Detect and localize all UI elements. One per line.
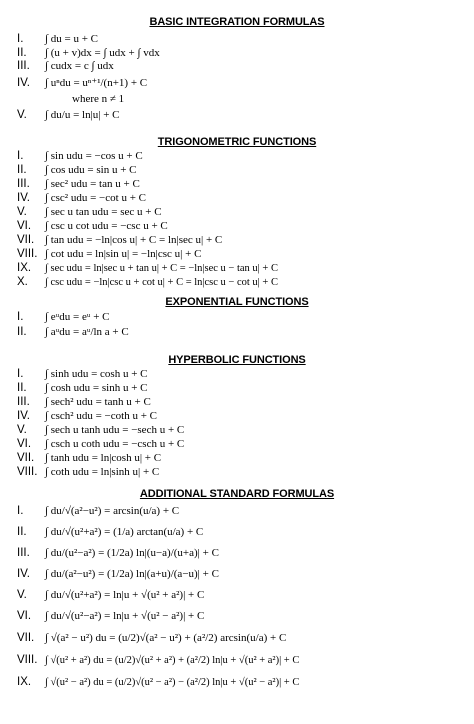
formula-number: I. [17,368,24,380]
formula-expression: ∫ du/u = ln|u| + C [45,109,120,121]
formula-expression: ∫ √(u² + a²) du = (u/2)√(u² + a²) + (a²/2) ln|u + √(u² + a²)| + C [45,655,300,666]
formula-number: VII. [17,234,35,246]
section-title-exponential: EXPONENTIAL FUNCTIONS [165,296,309,308]
formula-number: V. [17,424,27,436]
formula-expression: ∫ uⁿdu = uⁿ⁺¹/(n+1) + C [45,77,148,89]
formula-expression: ∫ cot udu = ln|sin u| = −ln|csc u| + C [45,248,202,260]
formula-expression: ∫ du/(a²−u²) = (1/2a) ln|(a+u)/(a−u)| + C [45,568,219,580]
section-title-additional: ADDITIONAL STANDARD FORMULAS [139,488,335,500]
formula-expression: ∫ sech² udu = tanh u + C [45,396,151,408]
formula-number: II. [17,526,27,538]
formula-number: V. [17,206,27,218]
formula-expression: ∫ sinh udu = cosh u + C [45,368,148,380]
formula-expression: ∫ eᵘdu = eᵘ + C [45,311,110,323]
formula-expression: ∫ csc udu = −ln|csc u + cot u| + C = ln|csc u − cot u| + C [45,277,278,288]
formula-number: VII. [17,452,35,464]
formula-expression: ∫ du/√(u²+a²) = ln|u + √(u² + a²)| + C [45,589,205,601]
formula-expression: ∫ cudx = c ∫ udx [45,60,114,72]
formula-number: V. [17,109,27,121]
formula-expression: ∫ csc u cot udu = −csc u + C [45,220,168,232]
formula-number: V. [17,589,27,601]
formula-expression: ∫ sin udu = −cos u + C [45,150,143,162]
formula-number: I. [17,33,24,45]
formula-expression: ∫ sech u tanh udu = −sech u + C [45,424,185,436]
formula-number: X. [17,276,28,288]
section-title-hyperbolic: HYPERBOLIC FUNCTIONS [168,354,306,366]
section-title-trigonometric: TRIGONOMETRIC FUNCTIONS [157,136,317,148]
formula-expression: ∫ du = u + C [45,33,99,45]
formula-number: IV. [17,192,31,204]
formula-expression: ∫ tanh udu = ln|cosh u| + C [45,452,162,464]
formula-expression: ∫ sec² udu = tan u + C [45,178,140,190]
formula-expression: ∫ tan udu = −ln|cos u| + C = ln|sec u| + C [45,234,223,246]
formula-expression: ∫ csch² udu = −coth u + C [45,410,157,422]
formula-number: II. [17,164,27,176]
formula-expression: ∫ (u + v)dx = ∫ udx + ∫ vdx [45,47,160,59]
formula-expression: ∫ √(a² − u²) du = (u/2)√(a² − u²) + (a²/2) arcsin(u/a) + C [45,632,287,644]
formula-number: VIII. [17,248,38,260]
formula-number: I. [17,150,24,162]
formula-number: II. [17,382,27,394]
formula-expression: ∫ du/√(a²−u²) = arcsin(u/a) + C [45,505,180,517]
formula-number: III. [17,178,30,190]
formula-number: IV. [17,410,31,422]
formula-expression: ∫ aᵘdu = aᵘ/ln a + C [45,326,129,338]
formula-expression: ∫ du/√(u²−a²) = ln|u + √(u² − a²)| + C [45,610,205,622]
formula-number: IV. [17,568,31,580]
formula-number: III. [17,60,30,72]
formula-expression: ∫ sec u tan udu = sec u + C [45,206,162,218]
formula-number: III. [17,547,30,559]
formula-number: VIII. [17,654,38,666]
formula-number: VIII. [17,466,38,478]
formula-number: IV. [17,77,31,89]
formula-expression: ∫ du/√(u²+a²) = (1/a) arctan(u/a) + C [45,526,204,538]
formula-number: VI. [17,438,32,450]
formula-number: VI. [17,220,32,232]
formula-note: where n ≠ 1 [72,93,125,105]
formula-number: VII. [17,632,35,644]
formula-number: IX. [17,676,32,688]
formula-number: VI. [17,610,32,622]
formula-expression: ∫ csc² udu = −cot u + C [45,192,146,204]
formula-expression: ∫ du/(u²−a²) = (1/2a) ln|(u−a)/(u+a)| + C [45,547,219,559]
formula-expression: ∫ coth udu = ln|sinh u| + C [45,466,160,478]
formula-expression: ∫ cosh udu = sinh u + C [45,382,148,394]
formula-expression: ∫ csch u coth udu = −csch u + C [45,438,185,450]
formula-expression: ∫ cos udu = sin u + C [45,164,137,176]
formula-number: IX. [17,262,32,274]
formula-number: II. [17,326,27,338]
formula-number: I. [17,505,24,517]
formula-expression: ∫ sec udu = ln|sec u + tan u| + C = −ln|sec u − tan u| + C [45,263,278,274]
formula-expression: ∫ √(u² − a²) du = (u/2)√(u² − a²) − (a²/2) ln|u + √(u² − a²)| + C [45,677,300,688]
formula-number: III. [17,396,30,408]
formula-number: II. [17,47,27,59]
formula-number: I. [17,311,24,323]
section-title-basic: BASIC INTEGRATION FORMULAS [149,16,325,28]
